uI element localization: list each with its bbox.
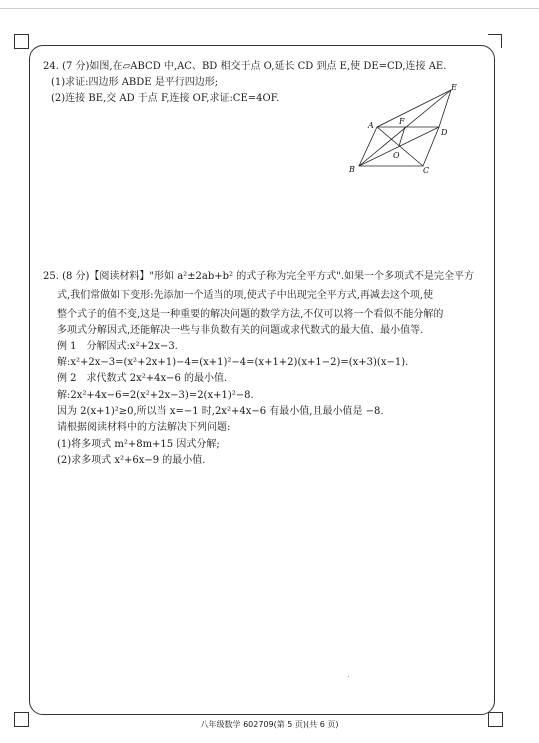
q24-part2: (2)连接 BE,交 AD 于点 F,连接 OF,求证:CE=4OF. [51,93,280,104]
q25-line: 式,我们常做如下变形:先添加一个适当的项,使式子中出现完全平方式,再减去这个项,使 [57,290,434,301]
label-a: A [368,121,374,130]
page-footer: 八年级数学 602709(第 5 页)(共 6 页) [200,720,339,729]
q25-line: 多项式分解因式,还能解决一些与非负数有关的问题或求代数式的最大值、最小值等. [57,325,424,336]
label-o: O [393,151,400,160]
q25-line: (2)求多项式 x²+6x−9 的最小值. [57,455,206,466]
label-e: E [451,83,457,92]
geometry-figure [343,78,463,178]
q24-part1: (1)求证:四边形 ABDE 是平行四边形; [51,77,219,88]
q25-line: 例 1 分解因式:x²+2x−3. [57,341,178,352]
segment-ae [377,90,451,127]
q25-line: (1)将多项式 m²+8m+15 因式分解; [57,439,220,450]
diagonal-ac [377,127,423,166]
q25-line: 整个式子的值不变,这是一种重要的解决问题的数学方法,不仅可以将一个看似不能分解的 [57,309,444,320]
q25-line: 因为 2(x+1)²≥0,所以当 x=−1 时,2x²+4x−6 有最小值,且最小值是 −8. [57,406,384,417]
corner-mark-top-right [488,34,502,48]
segment-of [399,127,405,146]
label-c: C [423,166,430,175]
q24-stem: 24. (7 分)如图,在▱ABCD 中,AC、BD 相交于点 O,延长 CD 到点 E,使 DE=CD,连接 AE. [43,61,447,72]
scan-speck [348,676,349,677]
label-f: F [399,117,405,126]
corner-mark-top-left [14,34,29,49]
q25-line: 解:x²+2x−3=(x²+2x+1)−4=(x+1)²−4=(x+1+2)(x+1−2)=(x+3)(x−1). [57,357,409,368]
q25-line: 请根据阅读材料中的方法解决下列问题: [57,422,231,433]
label-b: B [349,165,355,174]
segment-de [439,90,451,127]
label-d: D [441,128,448,137]
q25-line: 例 2 求代数式 2x²+4x−6 的最小值. [57,373,228,384]
q25-line: 25. (8 分)【阅读材料】"形如 a²±2ab+b² 的式子称为完全平方式".如果一个多项式不是完全平方 [43,271,475,282]
top-rule [0,8,539,9]
q25-line: 解:2x²+4x−6=2(x²+2x−3)=2(x+1)²−8. [57,390,254,401]
